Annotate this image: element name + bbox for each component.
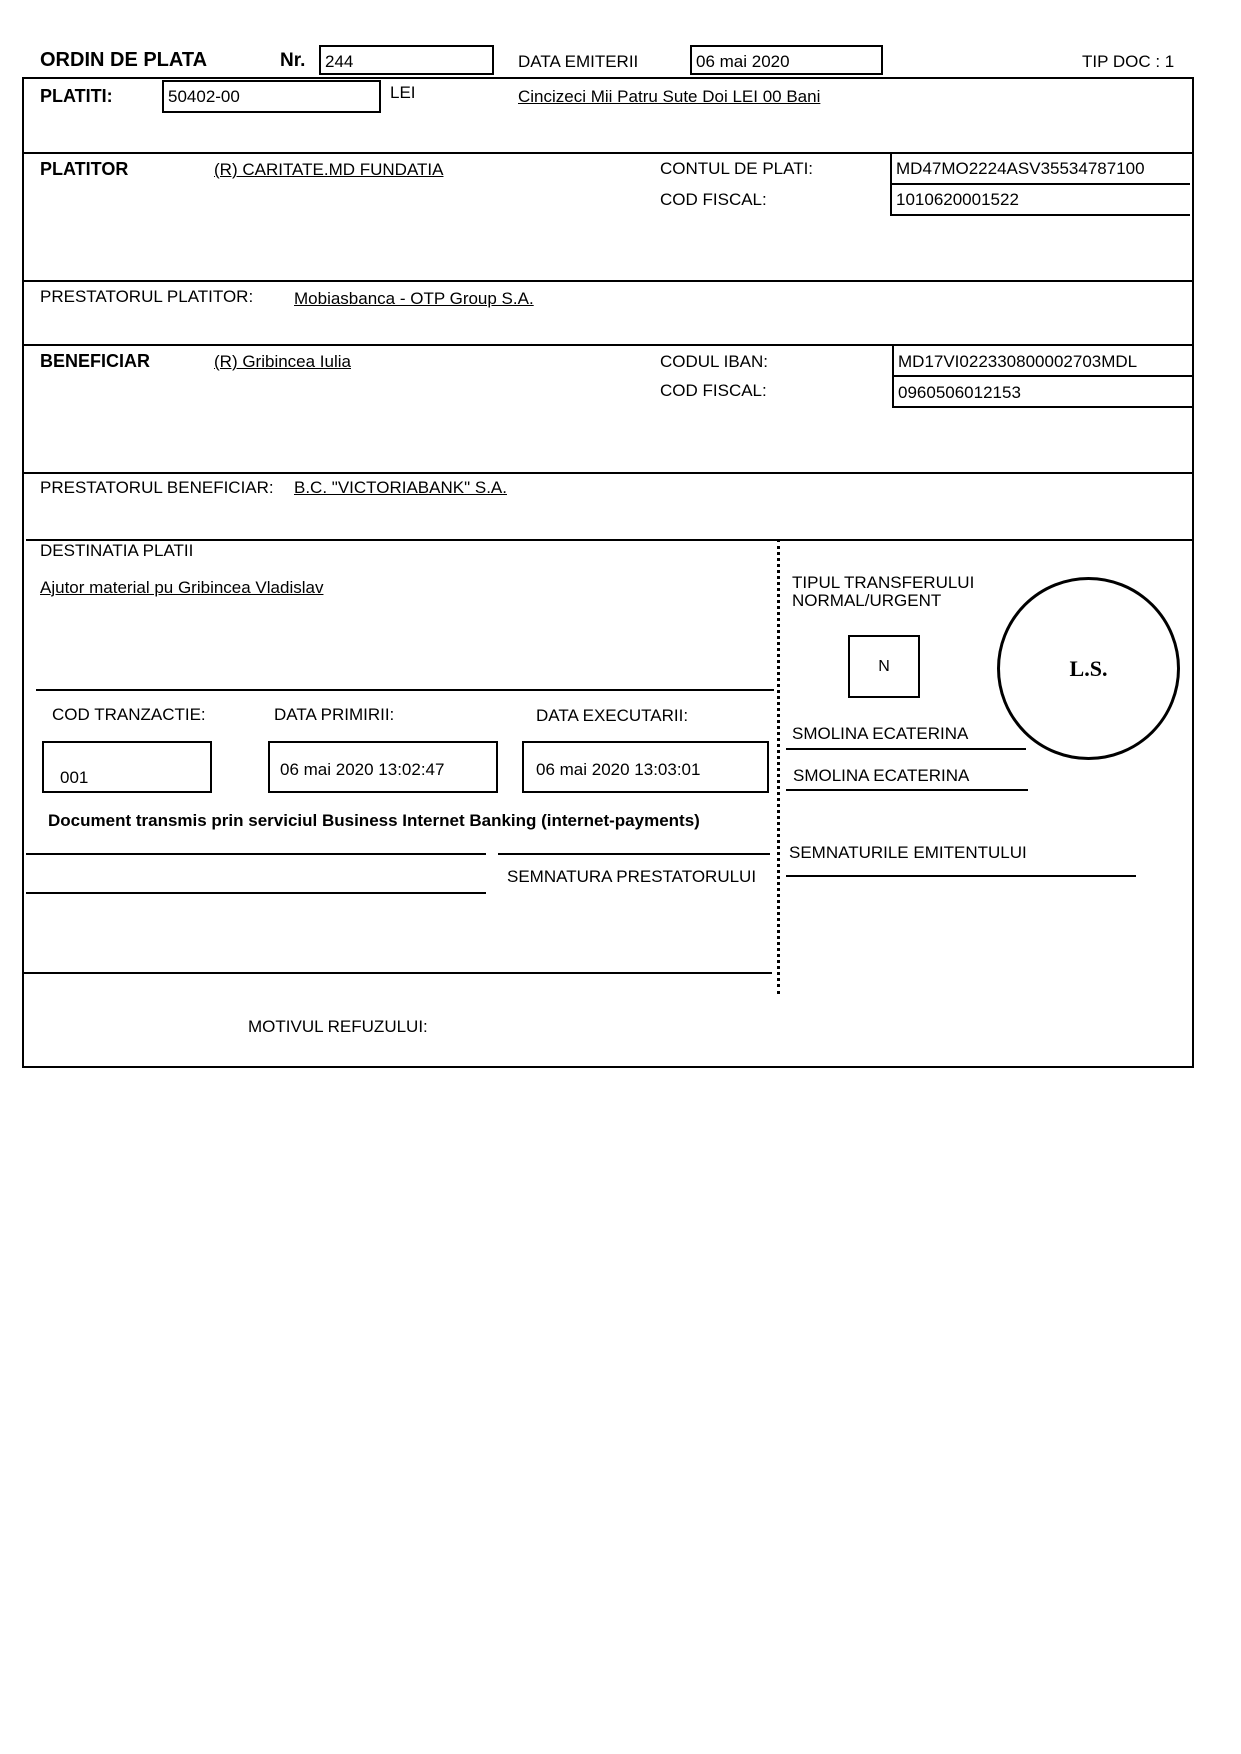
transmission-note: Document transmis prin serviciul Business Internet Banking (internet-payments) [48,811,700,830]
divider [22,152,1194,154]
beneficiary-fiscal-label: COD FISCAL: [660,381,767,400]
beneficiary-iban-value: MD17VI022330800002703MDL [898,352,1138,371]
payer-label: PLATITOR [40,159,129,179]
transaction-code-label: COD TRANZACTIE: [52,705,206,724]
form-frame [22,77,1194,1068]
payer-fiscal-label: COD FISCAL: [660,190,767,209]
beneficiary-provider-label: PRESTATORUL BENEFICIAR: [40,478,274,497]
divider [892,406,1192,408]
signature-line [498,853,770,855]
beneficiary-fiscal-value: 0960506012153 [898,383,1021,402]
beneficiary-name: (R) Gribincea Iulia [214,352,351,371]
beneficiary-iban-label: CODUL IBAN: [660,352,769,371]
payer-provider-value: Mobiasbanca - OTP Group S.A. [294,289,534,308]
stamp-placeholder: L.S. [997,577,1180,760]
payer-fiscal-value: 1010620001522 [896,190,1019,209]
number-field: 244 [319,45,494,75]
signature-line [26,853,486,855]
divider [26,539,1192,541]
refusal-reason-label: MOTIVUL REFUZULUI: [248,1017,428,1036]
signature-line [26,892,486,894]
amount-label: PLATITI: [40,86,113,106]
received-date-field: 06 mai 2020 13:02:47 [268,741,498,793]
signature-line [786,875,1136,877]
divider [890,214,1190,216]
signature-line [786,789,1028,791]
divider [22,280,1194,282]
payer-name: (R) CARITATE.MD FUNDATIA [214,160,444,179]
doc-type: TIP DOC : 1 [1082,52,1175,71]
payer-account-value: MD47MO2224ASV35534787100 [896,159,1145,178]
amount-field: 50402-00 [162,80,381,113]
executed-date-field: 06 mai 2020 13:03:01 [522,741,769,793]
issue-date-label: DATA EMITERII [518,52,639,71]
section-separator [777,539,780,994]
transfer-type-field: N [848,635,920,698]
issuer-signatures-label: SEMNATURILE EMITENTULUI [789,843,1027,862]
number-label: Nr. [280,50,306,71]
transfer-type-sublabel: NORMAL/URGENT [792,591,942,610]
divider [892,375,1192,377]
document-title: ORDIN DE PLATA [40,49,208,71]
beneficiary-provider-value: B.C. "VICTORIABANK" S.A. [294,478,507,497]
transaction-code-field: 001 [42,741,212,793]
divider [22,472,1194,474]
destination-label: DESTINATIA PLATII [40,541,194,560]
destination-value: Ajutor material pu Gribincea Vladislav [40,578,324,597]
executed-date-label: DATA EXECUTARII: [536,706,689,725]
signature-line [786,748,1026,750]
received-date-label: DATA PRIMIRII: [274,705,395,724]
divider [36,689,774,691]
issue-date-field: 06 mai 2020 [690,45,883,75]
amount-in-words: Cincizeci Mii Patru Sute Doi LEI 00 Bani [518,87,821,106]
signer-name-1: SMOLINA ECATERINA [792,724,969,743]
payer-account-label: CONTUL DE PLATI: [660,159,814,178]
currency-label: LEI [390,83,416,102]
divider [22,972,772,974]
divider [890,183,1190,185]
payer-provider-label: PRESTATORUL PLATITOR: [40,287,254,306]
divider [22,344,1194,346]
transfer-type-label: TIPUL TRANSFERULUI [792,573,975,592]
beneficiary-label: BENEFICIAR [40,351,151,371]
provider-signature-label: SEMNATURA PRESTATORULUI [507,867,757,886]
signer-name-2: SMOLINA ECATERINA [793,766,970,785]
